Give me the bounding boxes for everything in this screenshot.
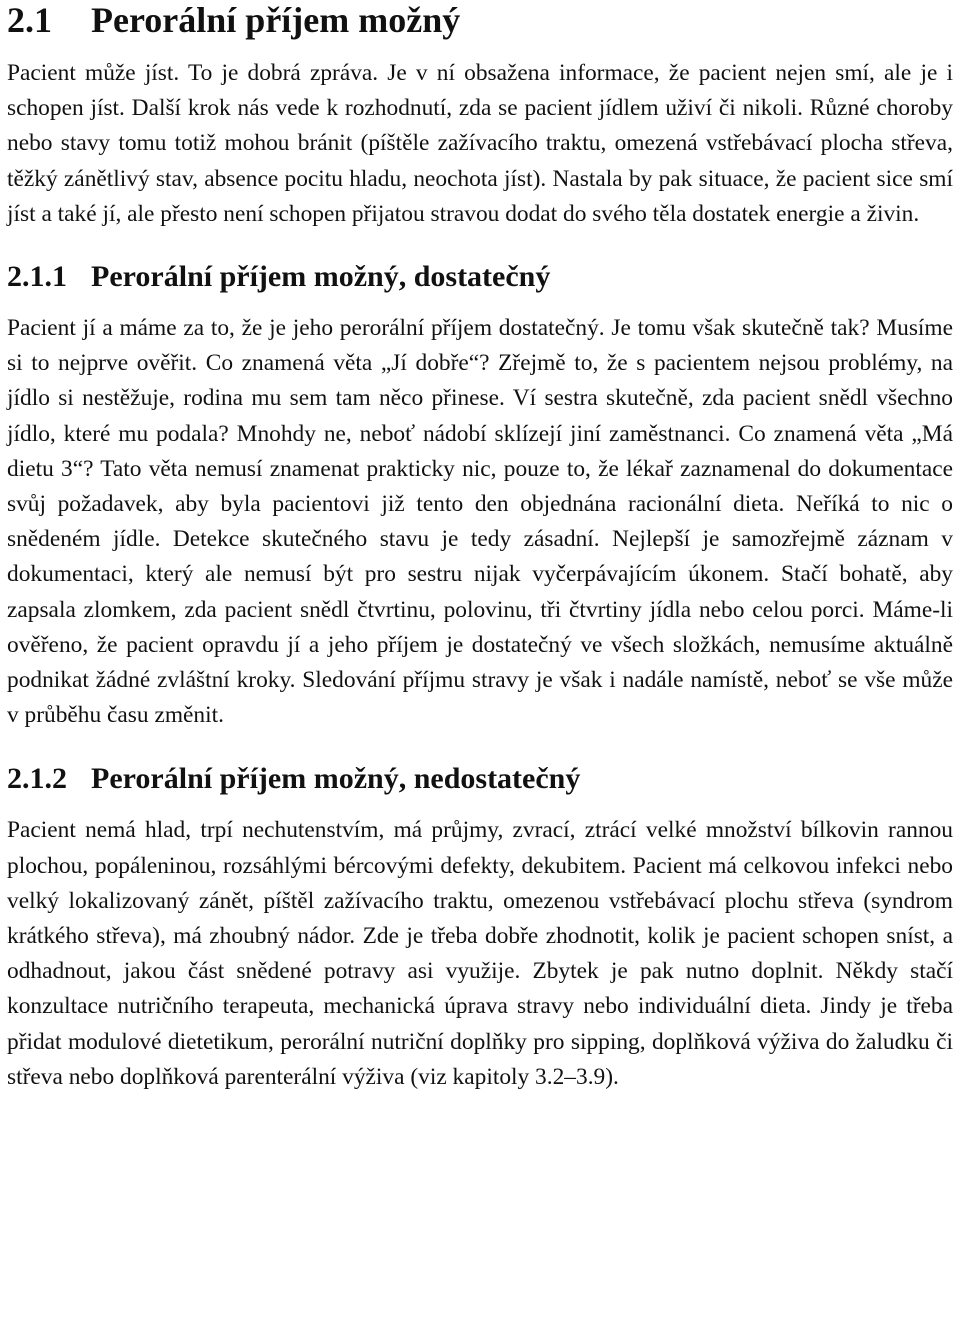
- subsection-number: 2.1.1: [7, 260, 67, 294]
- subsection-title: Perorální příjem možný, dostatečný: [91, 260, 551, 294]
- subsection-heading: [7, 259, 953, 311]
- section-number: 2.1: [7, 0, 52, 40]
- section-heading: [7, 0, 953, 56]
- subsection-heading: [7, 761, 953, 813]
- subsection-number: 2.1.2: [7, 762, 67, 796]
- subsection-title: Perorální příjem možný, nedostatečný: [91, 762, 581, 796]
- subsection-paragraph: Pacient nemá hlad, trpí nechutenstvím, má průjmy, zvrací, ztrácí velké množství bílkovin rannou plochou, popáleninou, rozsáhlými bércovými defekty, dekubitem. Pacient má celkovou infekci nebo velký lokalizovaný zánět, píštěl zažívacího traktu, omezenou vstřebávací plochu střeva (syndrom krátkého střeva), má zhoubný nádor. Zde je třeba dobře zhodnotit, kolik je pacient schopen sníst, a odhadnout, jakou část snědené potravy asi využije. Zbytek je pak nutno doplnit. Někdy stačí konzultace nutričního terapeuta, mechanická úprava stravy nebo individuální dieta. Jindy je třeba přidat modulové dietetikum, perorální nutriční doplňky pro sipping, doplňková výživa do žaludku či střeva nebo doplňková parenterální výživa (viz kapitoly 3.2–3.9).: [7, 817, 953, 1090]
- subsection-paragraph: Pacient jí a máme za to, že je jeho perorální příjem dostatečný. Je tomu však skutečně tak? Musíme si to nejprve ověřit. Co znamená věta „Jí dobře“? Zřejmě to, že s pacientem nejsou problémy, na jídlo si nestěžuje, rodina mu sem tam něco přinese. Ví sestra skutečně, zda pacient snědl všechno jídlo, které mu podala? Mnohdy ne, neboť nádobí sklízejí jiní zaměstnanci. Co znamená věta „Má dietu 3“? Tato věta nemusí znamenat prakticky nic, pouze to, že lékař zaznamenal do dokumentace svůj požadavek, aby byla pacientovi již tento den objednána racionální dieta. Neříká to nic o snědeném jídle. Detekce skutečného stavu je tedy zásadní. Nejlepší je samozřejmě záznam v dokumentaci, který ale nemusí být pro sestru nijak vyčerpávajícím úkonem. Stačí bohatě, aby zapsala zlomkem, zda pacient snědl čtvrtinu, polovinu, tři čtvrtiny jídla nebo celou porci. Máme-li ověřeno, že pacient opravdu jí a jeho příjem je dostatečný ve všech složkách, nemusíme aktuálně podnikat žádné zvláštní kroky. Sledování příjmu stravy je však i nadále namístě, neboť se vše může v průběhu času změnit.: [7, 315, 953, 729]
- section-paragraph: Pacient může jíst. To je dobrá zpráva. Je v ní obsažena informace, že pacient nejen smí, ale je i schopen jíst. Další krok nás vede k rozhodnutí, zda se pacient jídlem uživí či nikoli. Různé choroby nebo stavy tomu totiž mohou bránit (píštěle zažívacího traktu, omezená vstřebávací plocha střeva, těžký zánětlivý stav, absence pocitu hladu, neochota jíst). Nastala by pak situace, že pacient sice smí jíst a také jí, ale přesto není schopen přijatou stravou dodat do svého těla dostatek energie a živin.: [7, 60, 953, 227]
- section-title: Perorální příjem možný: [91, 0, 461, 40]
